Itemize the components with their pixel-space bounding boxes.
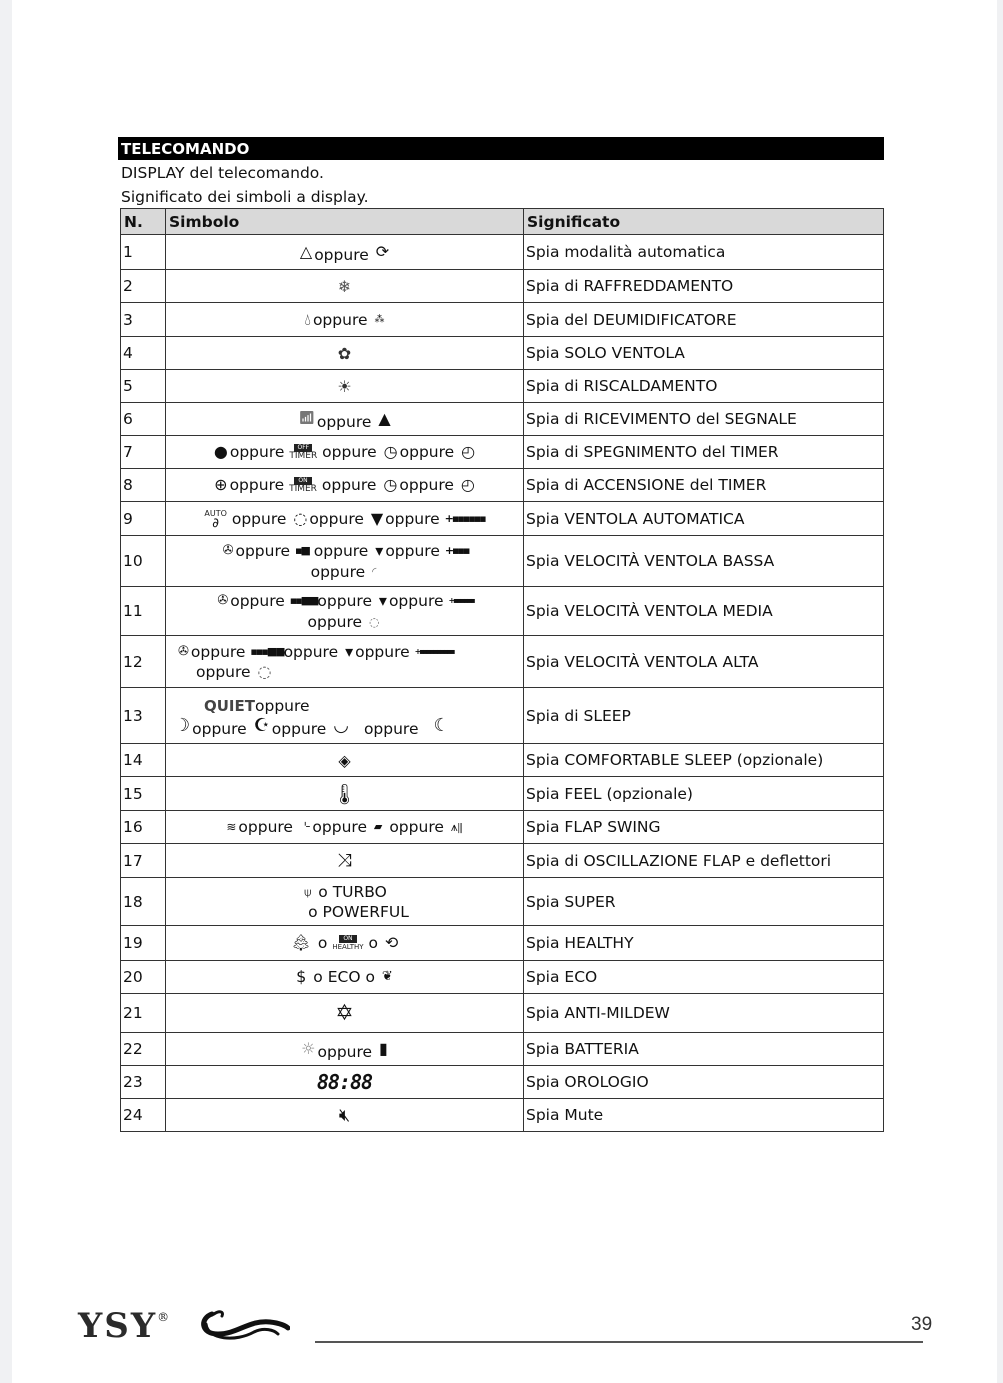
or-label: oppure — [317, 1043, 373, 1062]
timer-on-badge-icon: ON TIMER — [289, 477, 317, 495]
row-number: 13 — [121, 688, 166, 744]
or-label: oppure — [238, 818, 293, 837]
row-number: 8 — [121, 469, 166, 502]
money-bag-icon: $ — [296, 967, 307, 987]
table-row — [121, 994, 884, 1033]
or-label: oppure — [388, 592, 444, 610]
or-label: oppure — [283, 642, 339, 661]
auto-feel-icon: ⟳ — [375, 242, 390, 262]
symbol-cell — [166, 235, 524, 270]
symbol-cell — [166, 502, 524, 536]
table-row — [121, 1033, 884, 1066]
meaning-cell: Spia HEALTHY — [524, 926, 884, 961]
row-number: 11 — [121, 587, 166, 636]
or-label: oppure — [389, 818, 444, 837]
row-number: 22 — [121, 1033, 166, 1066]
table-row — [121, 337, 884, 370]
symbol-cell — [166, 536, 524, 587]
meaning-cell: Spia di SPEGNIMENTO del TIMER — [524, 436, 884, 469]
table-row — [121, 403, 884, 436]
or-label: oppure — [312, 310, 368, 329]
table-row — [121, 744, 884, 777]
row-number: 21 — [121, 994, 166, 1033]
row-number: 2 — [121, 270, 166, 303]
row-number: 10 — [121, 536, 166, 587]
or-label: oppure — [271, 720, 327, 738]
meaning-cell: Spia SOLO VENTOLA — [524, 337, 884, 370]
fan-icon: ✿ — [337, 343, 352, 363]
meaning-cell: Spia VELOCITÀ VENTOLA BASSA — [524, 536, 884, 587]
header-meaning: Significato — [524, 209, 884, 235]
auto-triangle-icon: △ — [299, 242, 313, 262]
moon-small-star-icon: ☾ — [433, 715, 450, 736]
symbol-cell — [166, 1033, 524, 1066]
symbol-cell — [166, 844, 524, 878]
flap-corner-icon: ⌎ — [299, 819, 311, 835]
symbol-cell — [166, 1066, 524, 1099]
circle-high-icon: ◌ — [257, 662, 272, 681]
sun-icon: ☀ — [337, 376, 352, 396]
or-label: oppure — [385, 509, 440, 528]
or-label: oppure — [230, 592, 285, 610]
meaning-cell: Spia di ACCENSIONE del TIMER — [524, 469, 884, 502]
table-row — [121, 370, 884, 403]
meaning-cell: Spia ANTI-MILDEW — [524, 994, 884, 1033]
table-row — [121, 270, 884, 303]
symbol-cell — [166, 1099, 524, 1132]
table-row — [121, 1099, 884, 1132]
symbol-cell — [166, 469, 524, 502]
healthy-badge-icon: ON HEALTHY — [332, 935, 364, 952]
meaning-cell: Spia di RISCALDAMENTO — [524, 370, 884, 403]
meaning-cell: Spia di OSCILLAZIONE FLAP e deflettori — [524, 844, 884, 878]
row-number: 4 — [121, 337, 166, 370]
or-label: oppure — [363, 720, 419, 738]
intro-line-1: DISPLAY del telecomando. — [121, 164, 324, 182]
table-row — [121, 502, 884, 536]
symbol-cell — [166, 811, 524, 844]
thermometer-person-icon: 🌡︎ — [331, 782, 358, 806]
snowflake-icon: ❄ — [337, 276, 352, 296]
dots-high-icon: +▪▪▪▪▪▪▪▪▪▪ — [414, 646, 454, 656]
flap-swing-both-icon: ⩚⫴ — [450, 820, 463, 835]
meaning-cell: Spia di SLEEP — [524, 688, 884, 744]
clock-filled-icon: ● — [213, 442, 228, 462]
table-row — [121, 688, 884, 744]
row-number: 3 — [121, 303, 166, 337]
bars-low-icon: ▪■ — [294, 544, 309, 557]
row-number: 16 — [121, 811, 166, 844]
or-label: oppure — [309, 509, 364, 528]
quiet-text: QUIET — [204, 696, 255, 715]
or-label: oppure — [399, 443, 455, 462]
symbol-cell — [166, 370, 524, 403]
or-label: o — [365, 968, 375, 987]
battery-icon: ▮ — [379, 1039, 388, 1059]
symbol-cell — [166, 337, 524, 370]
section-title-banner: TELECOMANDO — [118, 137, 884, 160]
or-label: oppure — [385, 542, 440, 560]
eco-label: ECO — [327, 968, 361, 987]
meaning-cell: Spia VELOCITÀ VENTOLA MEDIA — [524, 587, 884, 636]
meaning-cell: Spia FLAP SWING — [524, 811, 884, 844]
row-number: 6 — [121, 403, 166, 436]
wifi-signal-icon: 📶︎ — [298, 411, 315, 427]
moon-star-icon: ☪ — [253, 715, 270, 736]
brand-wave-icon — [198, 1308, 290, 1344]
or-label: oppure — [355, 642, 410, 661]
symbol-cell — [166, 926, 524, 961]
turbo-label: o TURBO — [318, 882, 387, 901]
meaning-cell: Spia VELOCITÀ VENTOLA ALTA — [524, 636, 884, 688]
table-row — [121, 636, 884, 688]
clock-arrow-in-icon: ◴ — [460, 475, 475, 495]
table-row — [121, 961, 884, 994]
or-label: o — [317, 934, 328, 953]
crescent-moon-icon: ◡ — [333, 715, 349, 736]
ionizer-icon: ⟲ — [384, 933, 399, 953]
meaning-cell: Spia FEEL (opzionale) — [524, 777, 884, 811]
row-number: 12 — [121, 636, 166, 688]
header-symbol: Simbolo — [166, 209, 524, 235]
bars-medium-icon: ▪▪■■ — [289, 594, 318, 607]
or-label: oppure — [307, 612, 363, 631]
or-label: oppure — [317, 592, 372, 610]
wedge-high-icon: ▾ — [345, 641, 354, 661]
meaning-cell: Spia SUPER — [524, 878, 884, 926]
moon-stars-icon: ☽ — [174, 715, 191, 736]
or-label: oppure — [192, 720, 247, 738]
clock-outline-icon: ⊕ — [214, 475, 228, 495]
row-number: 15 — [121, 777, 166, 811]
dots-low-icon: +▪▪▪ — [444, 544, 469, 557]
meaning-cell: Spia OROLOGIO — [524, 1066, 884, 1099]
timer-off-badge-icon: OFF TIMER — [289, 444, 318, 462]
meaning-cell: Spia del DEUMIDIFICATORE — [524, 303, 884, 337]
intro-line-2: Significato dei simboli a display. — [121, 188, 369, 206]
clock-on-icon: ◷ — [383, 475, 398, 495]
meaning-cell: Spia ECO — [524, 961, 884, 994]
dots-medium-icon: +▪▪▪▪▪▪ — [448, 596, 474, 605]
clock-digits: 88:88 — [316, 1070, 373, 1095]
symbol-cell — [166, 636, 524, 688]
mute-speaker-icon: 🔇︎ — [338, 1104, 351, 1126]
table-row — [121, 436, 884, 469]
or-label: oppure — [314, 246, 369, 265]
circle-low-icon: ◜ — [372, 564, 377, 578]
or-label: oppure — [196, 663, 251, 681]
three-drops-icon: ⁂ — [374, 313, 385, 325]
meaning-cell: Spia modalità automatica — [524, 235, 884, 270]
flap-bars-icon: ▰ — [373, 820, 383, 834]
symbol-cell — [166, 744, 524, 777]
table-header-row — [121, 209, 884, 235]
table-row — [121, 469, 884, 502]
symbol-cell — [166, 878, 524, 926]
table-row — [121, 235, 884, 270]
row-number: 19 — [121, 926, 166, 961]
or-label: oppure — [229, 476, 285, 495]
or-label: o — [313, 968, 323, 987]
row-number: 18 — [121, 878, 166, 926]
auto-fan-icon: AUTO ∂ — [204, 508, 227, 531]
comfortable-sleep-icon: ◈ — [338, 750, 351, 770]
symbol-cell — [166, 961, 524, 994]
fan-low-icon: ✇ — [222, 543, 234, 558]
meaning-cell: Spia COMFORTABLE SLEEP (opzionale) — [524, 744, 884, 777]
brand-logo: YSY® — [78, 1306, 172, 1346]
speed-dots-flash-icon: +▪▪▪▪▪▪ — [444, 511, 485, 525]
or-label: oppure — [231, 509, 287, 528]
meaning-cell: Spia BATTERIA — [524, 1033, 884, 1066]
meaning-cell: Spia di RAFFREDDAMENTO — [524, 270, 884, 303]
row-number: 17 — [121, 844, 166, 878]
row-number: 5 — [121, 370, 166, 403]
or-label: oppure — [316, 413, 372, 432]
symbol-cell — [166, 688, 524, 744]
wedge-low-icon: ▾ — [375, 541, 384, 560]
or-label: oppure — [399, 476, 454, 495]
table-row — [121, 878, 884, 926]
wedge-medium-icon: ▾ — [378, 591, 387, 610]
or-label: oppure — [313, 542, 369, 560]
symbol-cell — [166, 587, 524, 636]
or-label: o — [368, 934, 378, 953]
row-number: 24 — [121, 1099, 166, 1132]
table-row — [121, 1066, 884, 1099]
super-icon: ⍦ — [304, 884, 312, 899]
flap-fan-icon: ≋ — [226, 820, 237, 835]
page-number: 39 — [911, 1314, 933, 1335]
row-number: 20 — [121, 961, 166, 994]
row-number: 9 — [121, 502, 166, 536]
or-label: oppure — [310, 562, 366, 581]
footer-rule — [315, 1341, 923, 1343]
symbol-cell — [166, 777, 524, 811]
or-label: oppure — [312, 818, 367, 837]
meaning-cell: Spia Mute — [524, 1099, 884, 1132]
symbol-cell — [166, 303, 524, 337]
or-label: oppure — [321, 476, 377, 495]
battery-sun-icon: ☼ — [301, 1039, 316, 1059]
fan-high-icon: ✇ — [178, 643, 189, 659]
symbol-cell — [166, 403, 524, 436]
water-drop-icon: 💧︎ — [304, 309, 311, 329]
table-row — [121, 777, 884, 811]
powerful-label: o POWERFUL — [308, 903, 409, 921]
symbol-cell — [166, 436, 524, 469]
symbol-cell — [166, 270, 524, 303]
table-row — [121, 844, 884, 878]
or-label: oppure — [322, 443, 377, 462]
fan-bar-flash-icon: ▼ — [370, 508, 384, 528]
oscillation-arrows-icon: ⤨ — [337, 850, 352, 871]
row-number: 14 — [121, 744, 166, 777]
trees-icon: 🌲︎ — [290, 933, 311, 953]
symbols-table — [120, 208, 884, 1132]
eco-leaf-icon: ❦ — [381, 969, 393, 985]
or-label: oppure — [229, 443, 285, 462]
anti-mildew-star-icon: ✡ — [335, 1000, 354, 1026]
meaning-cell: Spia di RICEVIMENTO del SEGNALE — [524, 403, 884, 436]
bars-high-icon: ▪▪▪■■ — [250, 644, 284, 658]
or-label: oppure — [190, 642, 246, 661]
header-number: N. — [121, 209, 166, 235]
meaning-cell: Spia VENTOLA AUTOMATICA — [524, 502, 884, 536]
row-number: 1 — [121, 235, 166, 270]
row-number: 23 — [121, 1066, 166, 1099]
table-row — [121, 811, 884, 844]
table-row — [121, 926, 884, 961]
spinner-or-icon: ◌ — [293, 508, 308, 528]
triangle-signal-icon: ▲ — [378, 409, 391, 429]
table-row — [121, 587, 884, 636]
clock-off-icon: ◷ — [383, 442, 398, 462]
table-row — [121, 303, 884, 337]
symbol-cell — [166, 994, 524, 1033]
table-row — [121, 536, 884, 587]
or-label: oppure — [255, 696, 310, 715]
circle-medium-icon: ◌ — [369, 614, 380, 629]
clock-arrow-out-icon: ◴ — [461, 442, 476, 462]
or-label: oppure — [235, 542, 291, 560]
row-number: 7 — [121, 436, 166, 469]
fan-medium-icon: ✇ — [217, 593, 229, 608]
